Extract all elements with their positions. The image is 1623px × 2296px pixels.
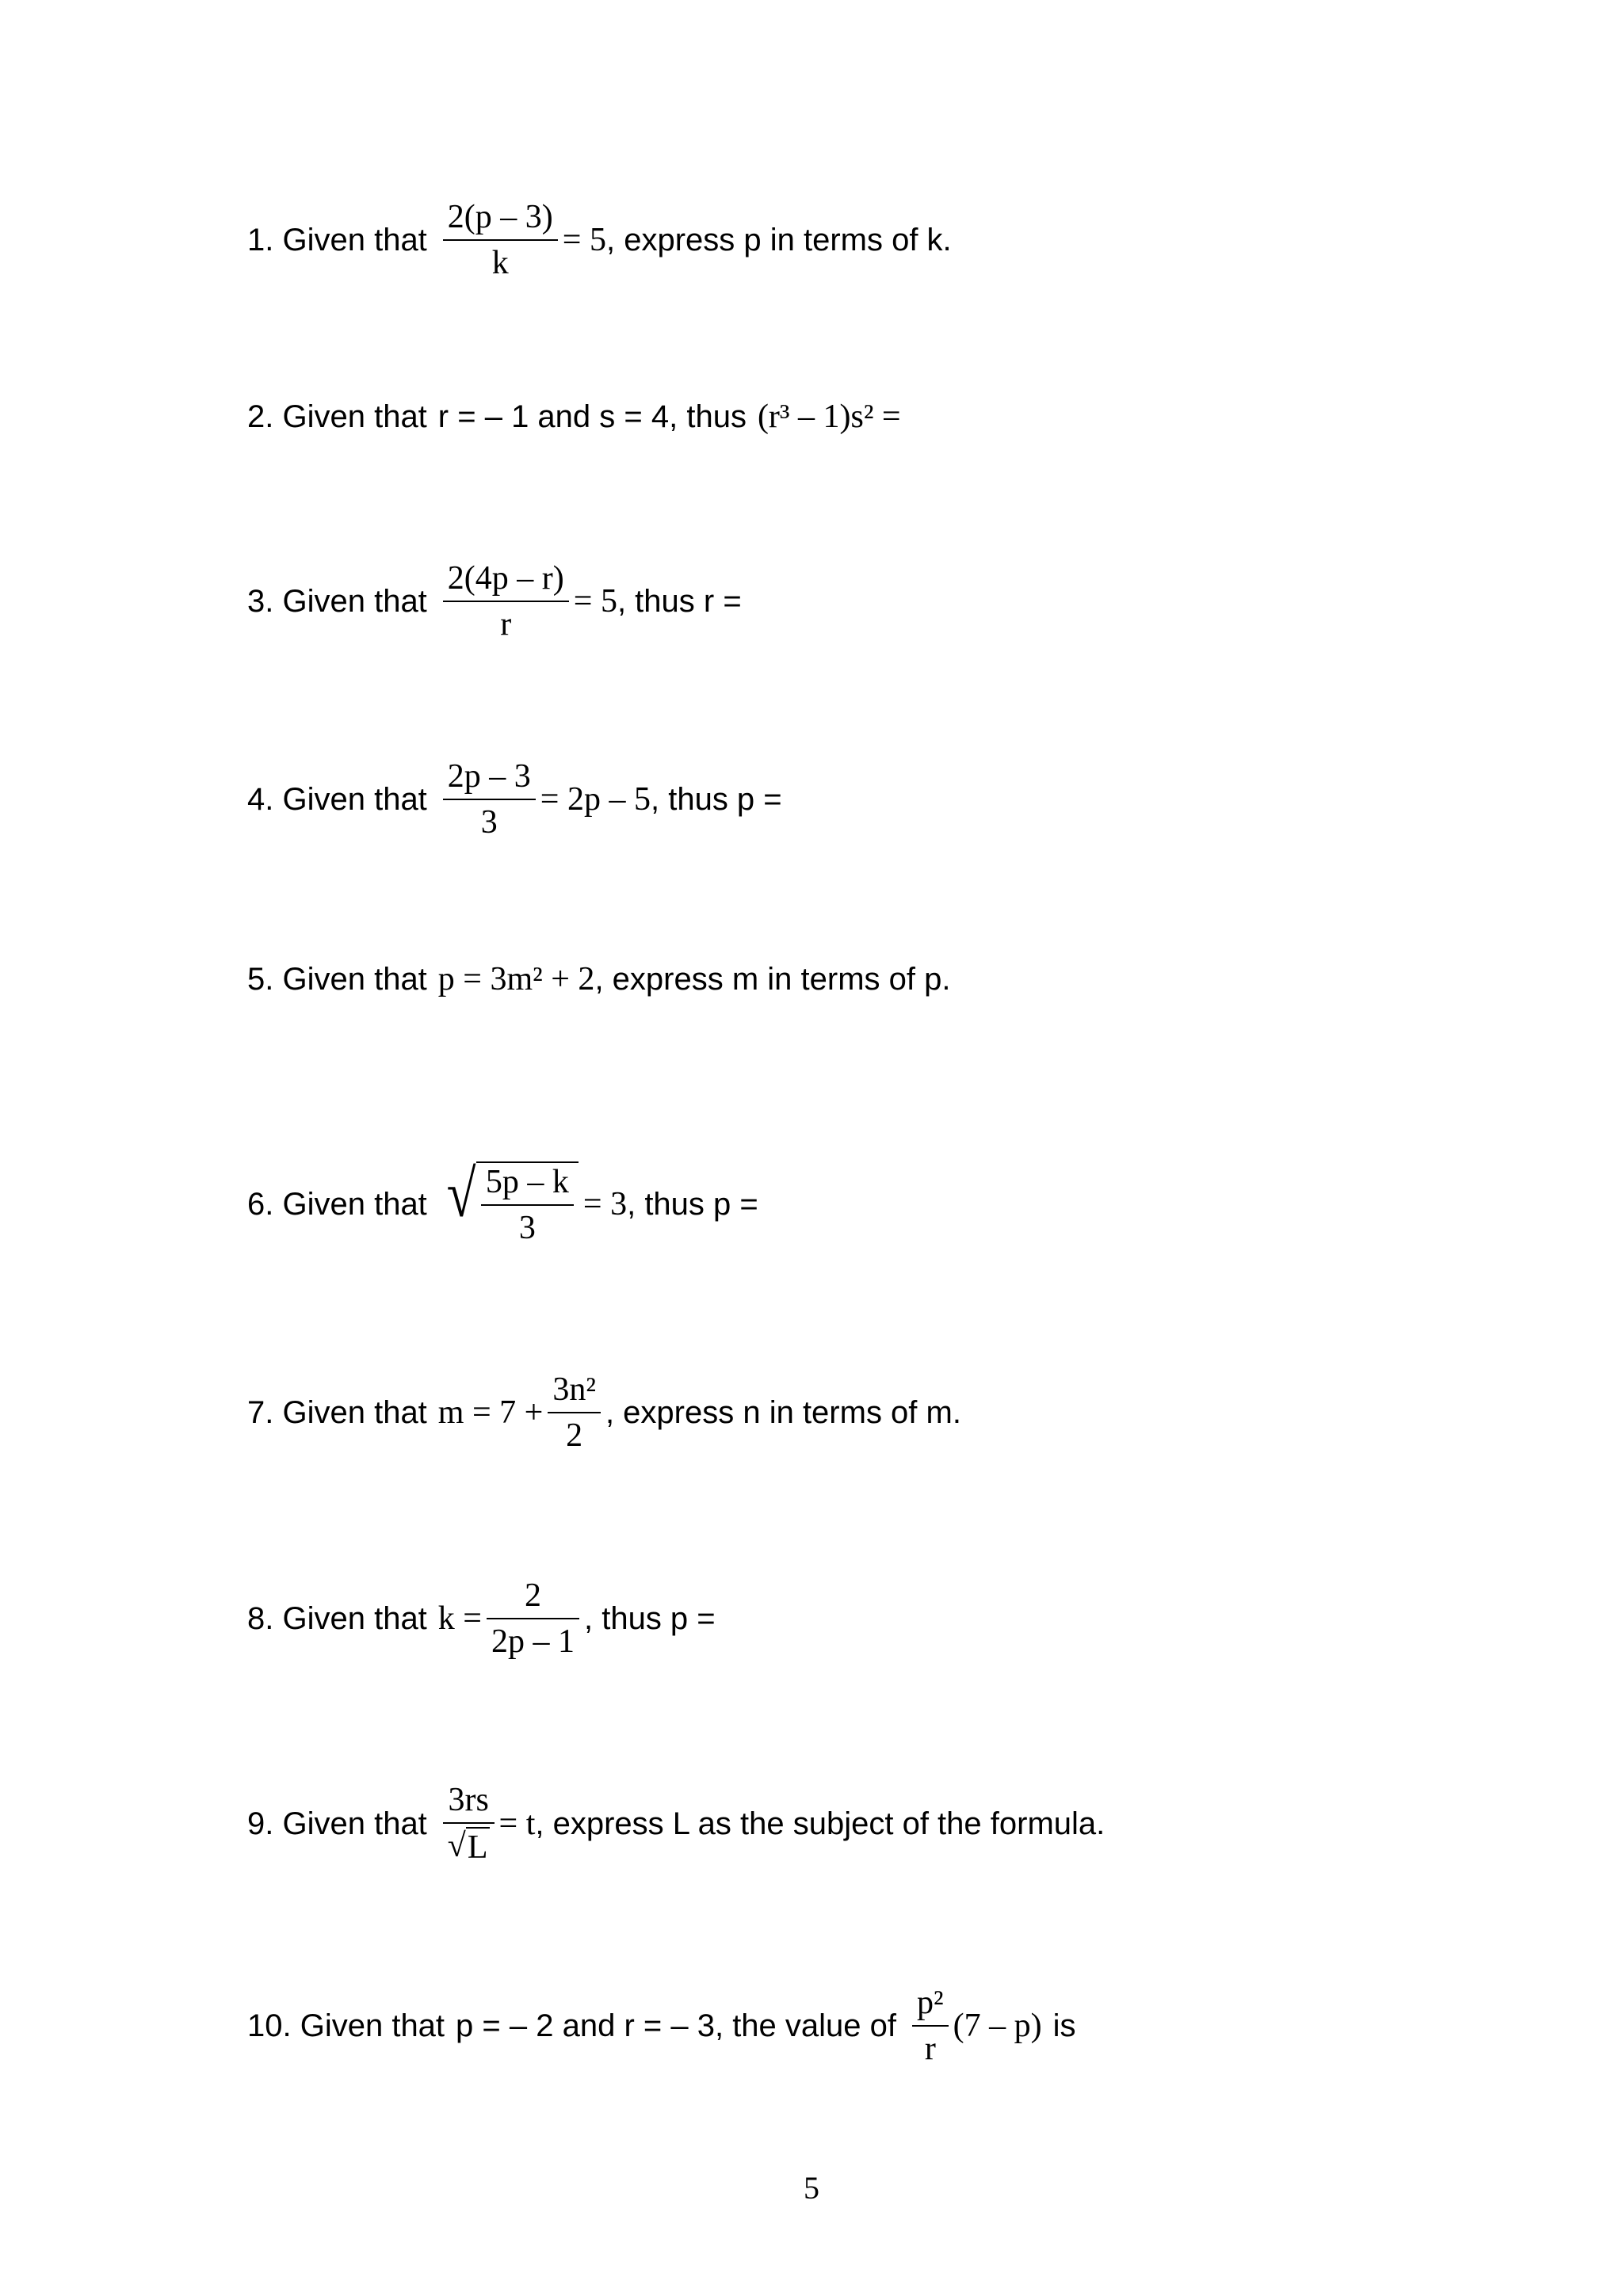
question-tail: , express n in terms of m. bbox=[605, 1394, 961, 1430]
question-tail: , express p in terms of k. bbox=[605, 222, 952, 257]
question-tail: is bbox=[1052, 2008, 1076, 2043]
question-condition: p = – 2 and r = – 3, the value of bbox=[456, 2008, 897, 2043]
question-tail: , thus p = bbox=[627, 1186, 758, 1222]
fraction bbox=[912, 1984, 949, 2068]
denominator: L bbox=[466, 1827, 490, 1867]
question-label: 4. Given that bbox=[247, 781, 427, 817]
denominator: r bbox=[912, 2025, 949, 2068]
question-label: 10. Given that bbox=[247, 2008, 445, 2043]
fraction bbox=[548, 1371, 601, 1455]
expression: p = 3m² + 2 bbox=[437, 961, 595, 997]
question-tail: , thus p = bbox=[650, 781, 782, 817]
question-2 bbox=[247, 398, 901, 436]
equation-rhs: = 3 bbox=[582, 1186, 628, 1222]
fraction bbox=[481, 1163, 574, 1247]
question-tail: , express m in terms of p. bbox=[594, 961, 951, 997]
square-root bbox=[448, 1827, 490, 1867]
numerator: 5p – k bbox=[485, 1164, 569, 1200]
fraction bbox=[443, 559, 569, 643]
question-label: 8. Given that bbox=[247, 1600, 427, 1636]
numerator: 3rs bbox=[448, 1782, 489, 1818]
numerator: 3n² bbox=[552, 1371, 596, 1408]
question-label: 9. Given that bbox=[247, 1806, 427, 1841]
question-10 bbox=[247, 1984, 1075, 2068]
denominator: 3 bbox=[443, 799, 536, 841]
question-7 bbox=[247, 1371, 961, 1455]
equation-rhs: = 5 bbox=[573, 583, 617, 620]
question-9 bbox=[247, 1781, 1105, 1867]
equation-lhs: k = bbox=[437, 1600, 482, 1637]
denominator: 2p – 1 bbox=[487, 1618, 579, 1661]
question-tail: , express L as the subject of the formula. bbox=[535, 1806, 1106, 1841]
denominator: 2 bbox=[548, 1412, 601, 1455]
numerator: 2(4p – r) bbox=[447, 560, 564, 597]
question-label: 3. Given that bbox=[247, 583, 427, 619]
radical-sign-icon: √ bbox=[446, 1158, 476, 1231]
denominator: r bbox=[443, 601, 569, 643]
question-6 bbox=[247, 1158, 758, 1247]
fraction bbox=[443, 757, 536, 841]
numerator: 2 bbox=[524, 1577, 541, 1614]
numerator: 2p – 3 bbox=[447, 758, 531, 795]
question-tail: , thus p = bbox=[583, 1600, 716, 1636]
square-root bbox=[443, 1158, 579, 1247]
question-5 bbox=[247, 960, 950, 998]
equation-rhs: = 2p – 5 bbox=[540, 781, 651, 818]
fraction bbox=[443, 198, 558, 282]
equation-rhs: = t bbox=[498, 1806, 536, 1842]
fraction bbox=[443, 1781, 495, 1867]
question-1 bbox=[247, 198, 952, 282]
question-tail: , thus r = bbox=[617, 583, 742, 619]
question-label: 7. Given that bbox=[247, 1394, 427, 1430]
question-label: 6. Given that bbox=[247, 1186, 427, 1222]
fraction bbox=[487, 1577, 579, 1661]
equation-lhs: m = 7 + bbox=[437, 1394, 544, 1431]
radical-sign-icon: √ bbox=[447, 1828, 466, 1864]
numerator: 2(p – 3) bbox=[447, 199, 553, 235]
expression: (r³ – 1)s² = bbox=[757, 399, 901, 435]
equation-rhs: (7 – p) bbox=[953, 2008, 1042, 2044]
equation-rhs: = 5 bbox=[562, 222, 606, 258]
question-8 bbox=[247, 1577, 716, 1661]
question-label: 1. Given that bbox=[247, 222, 427, 257]
question-4 bbox=[247, 757, 782, 841]
question-condition: r = – 1 and s = 4, thus bbox=[437, 399, 747, 434]
page-number: 5 bbox=[804, 2170, 819, 2206]
question-label: 2. Given that bbox=[247, 399, 427, 434]
denominator: k bbox=[443, 239, 558, 282]
numerator: p² bbox=[917, 1985, 944, 2021]
question-3 bbox=[247, 559, 742, 643]
question-label: 5. Given that bbox=[247, 961, 427, 997]
denominator: 3 bbox=[481, 1204, 574, 1247]
